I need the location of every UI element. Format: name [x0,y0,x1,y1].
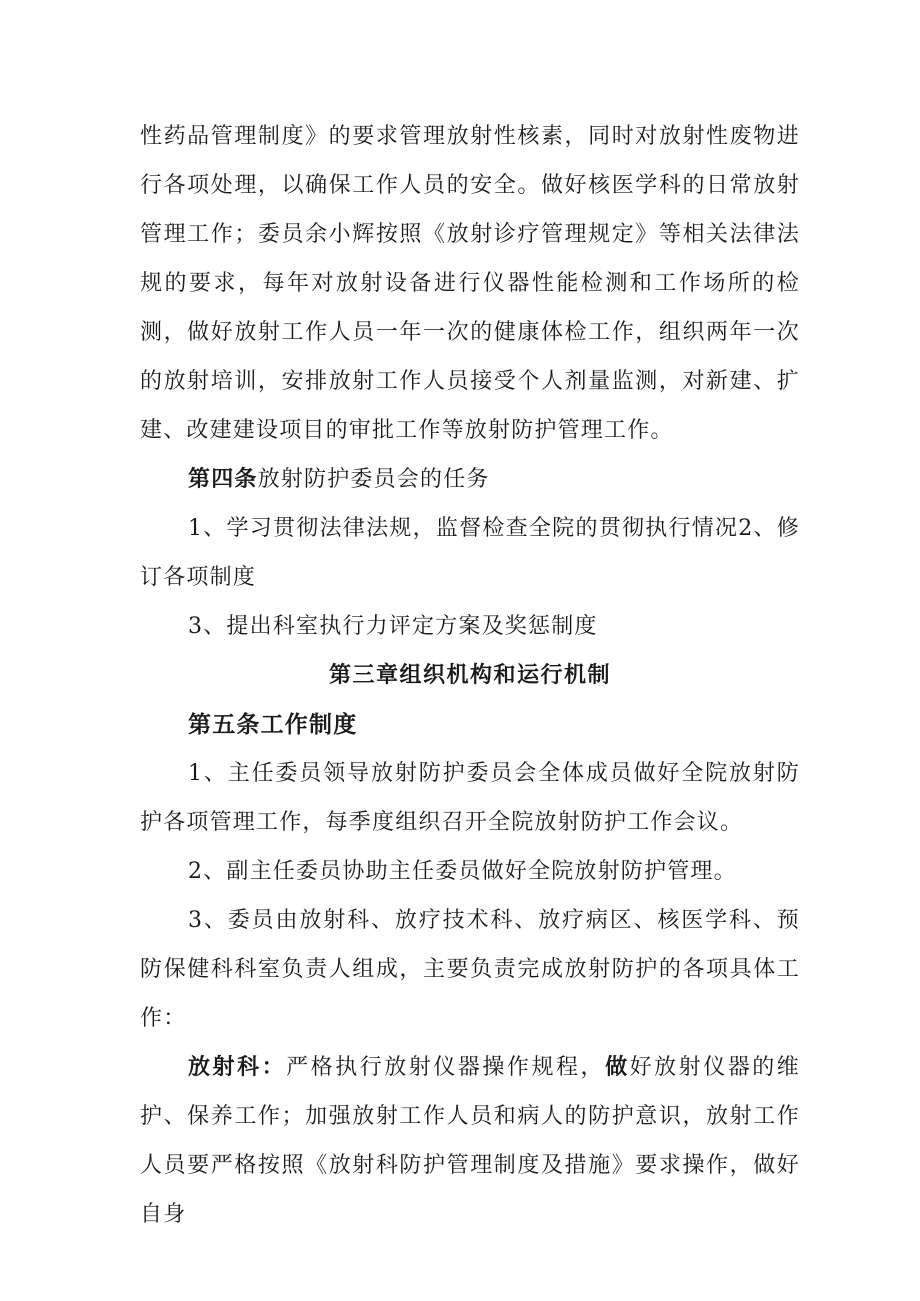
radiology-label: 放射科： [188,1054,287,1080]
article-5-title: 第五条工作制度 [188,711,358,738]
intro-paragraph: 性药品管理制度》的要求管理放射性核素，同时对放射性废物进行各项处理，以确保工作人员的安全。做好核医学科的日常放射管理工作；委员余小辉按照《放射诊疗管理规定》等相关法律法规的要求，每年对放射设备进行仪器性能检测和工作场所的检测，做好放射工作人员一年一次的健康体检工作，组织两年一次的放射培训，安排放射工作人员接受个人剂量监测，对新建、扩建、改建建设项目的审批工作等放射防护管理工作。 [140,124,800,443]
article-4-label: 第四条 [188,466,258,492]
article-4-item-1: 1、学习贯彻法律法规，监督检查全院的贯彻执行情况2、修订各项制度 [140,516,800,590]
article-5-item-2: 2、副主任委员协助主任委员做好全院放射防护管理。 [188,859,737,884]
radiology-text-bold: 做 [605,1054,630,1080]
chapter-3-title: 第三章组织机构和运行机制 [328,662,611,688]
article-4-item-3: 3、提出科室执行力评定方案及奖惩制度 [188,614,598,639]
radiology-text-b: 好放射仪器的维护、保养工作；加强放射工作人员和病人的防护意识，放射工作人员要严格按照《放射科防护管理制度及措施》要求操作，做好自身 [140,1055,801,1227]
document-body [140,112,800,1239]
article-5-item-1: 1、主任委员领导放射防护委员会全体成员做好全院放射防护各项管理工作，每季度组织召开全院放射防护工作会议。 [140,761,800,835]
radiology-text-a: 严格执行放射仪器操作规程， [286,1055,606,1080]
article-5-item-3: 3、委员由放射科、放疗技术科、放疗病区、核医学科、预防保健科科室负责人组成，主要负责完成放射防护的各项具体工作： [140,908,800,1031]
radiology-paragraph [140,1043,800,1239]
article-4-title: 放射防护委员会的任务 [257,467,490,492]
article-4-heading [140,455,800,504]
